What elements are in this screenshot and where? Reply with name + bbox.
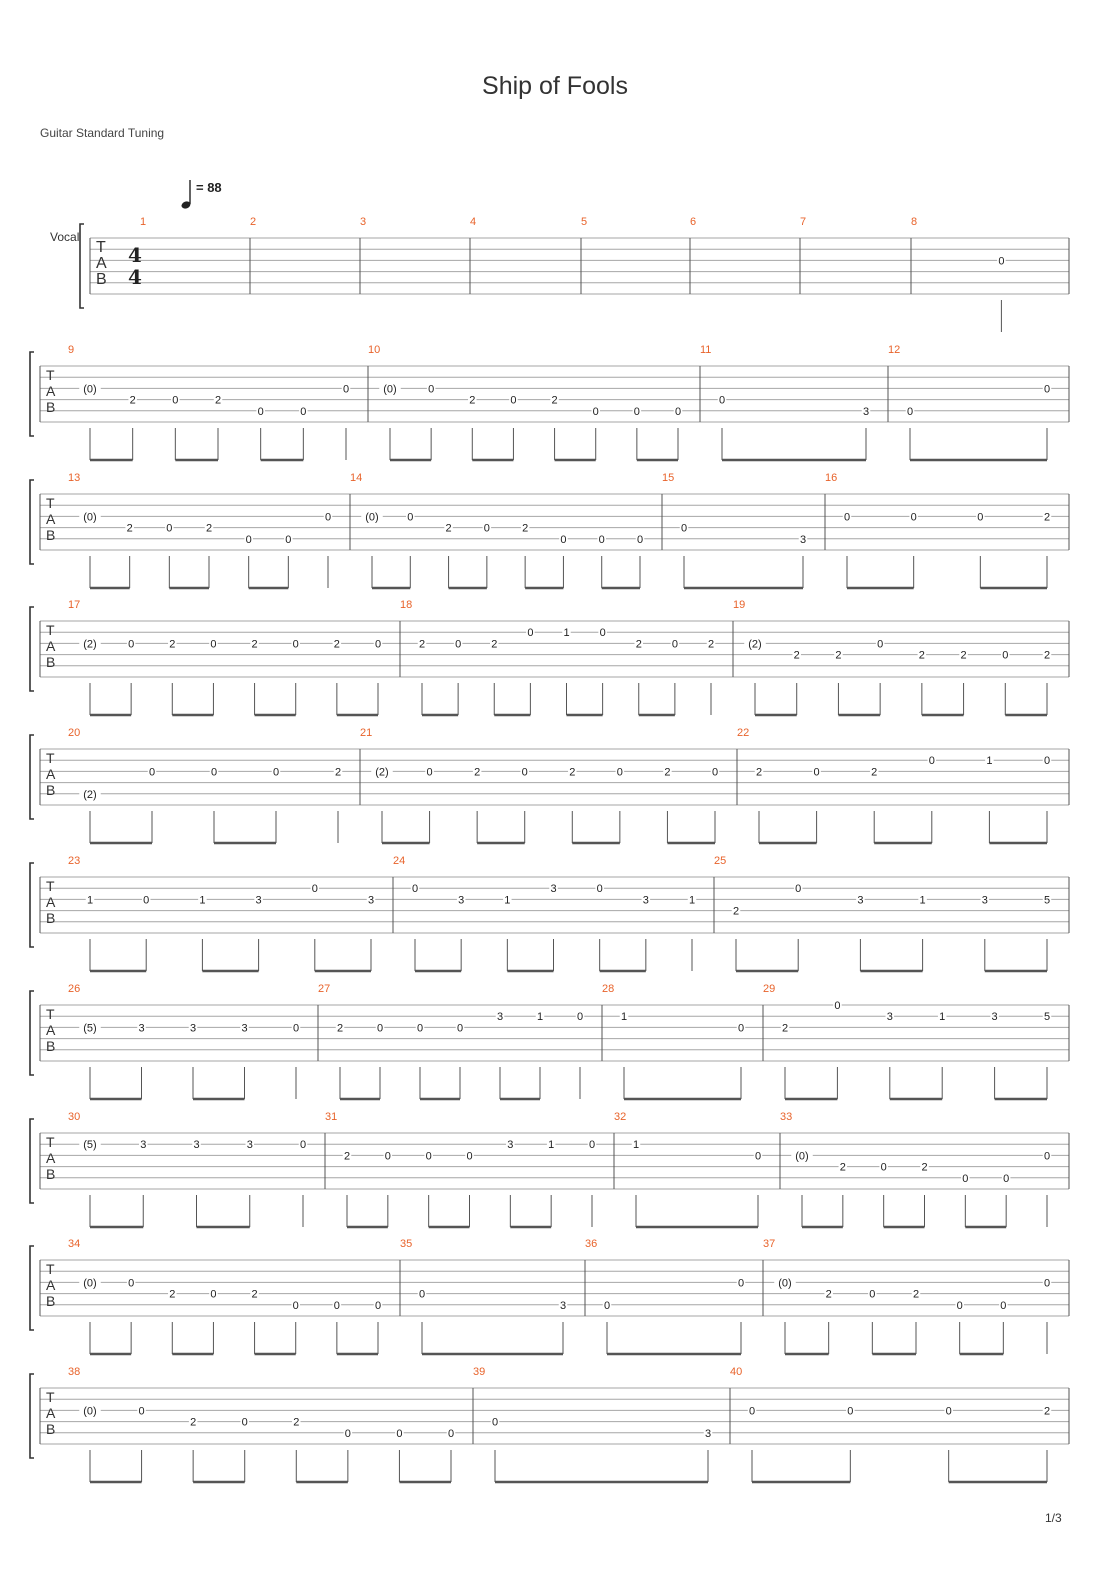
- fret-number: 0: [795, 883, 802, 896]
- fret-number: 0: [843, 511, 851, 524]
- fret-number: 0: [521, 766, 528, 779]
- measure-number: 2: [250, 216, 257, 228]
- measure-number: 25: [714, 855, 727, 867]
- fret-number: 1: [688, 894, 696, 907]
- fret-number: (0): [83, 1277, 97, 1290]
- fret-number: 0: [428, 383, 435, 396]
- fret-number: 2: [664, 766, 671, 779]
- fret-number: 1: [919, 894, 926, 907]
- tab-clef-letter: T: [46, 1261, 55, 1277]
- tab-clef-letter: T: [46, 367, 55, 383]
- fret-number: 3: [241, 1022, 248, 1035]
- fret-number: 3: [255, 894, 262, 907]
- fret-number: 0: [737, 1277, 745, 1290]
- fret-number: 0: [344, 1427, 351, 1440]
- tab-clef-letter: A: [46, 1022, 56, 1038]
- fret-number: 3: [138, 1022, 145, 1035]
- fret-number: 0: [143, 894, 150, 907]
- fret-number: 0: [138, 1405, 145, 1418]
- measure-number: 19: [733, 599, 746, 611]
- fret-number: 0: [210, 638, 217, 651]
- fret-number: 0: [998, 255, 1005, 268]
- fret-number: (2): [83, 638, 97, 651]
- fret-number: (5): [83, 1139, 97, 1152]
- measure-number: 33: [780, 1111, 793, 1123]
- measure-number: 7: [800, 216, 807, 228]
- fret-number: 0: [172, 394, 179, 407]
- fret-number: 2: [781, 1022, 789, 1035]
- fret-number: 0: [426, 766, 433, 779]
- fret-number: 1: [199, 894, 206, 907]
- page-number: 1/3: [1045, 1511, 1062, 1525]
- fret-number: 2: [214, 394, 222, 407]
- tab-clef-letter: B: [46, 399, 56, 415]
- fret-number: 3: [458, 894, 465, 907]
- fret-number: 0: [671, 638, 678, 651]
- measure-number: 10: [368, 344, 381, 356]
- tab-clef-letter: A: [46, 894, 56, 910]
- fret-number: 3: [507, 1139, 514, 1152]
- fret-number: (2): [83, 788, 97, 801]
- fret-number: 0: [1043, 1277, 1051, 1290]
- fret-number: 2: [205, 522, 213, 535]
- fret-number: 0: [928, 755, 935, 768]
- fret-number: 0: [616, 766, 623, 779]
- fret-number: 0: [324, 511, 332, 524]
- tuning-label: Guitar Standard Tuning: [40, 126, 165, 140]
- fret-number: 0: [834, 1000, 841, 1012]
- fret-number: 0: [272, 766, 280, 779]
- fret-number: 0: [633, 405, 640, 418]
- fret-number: 3: [704, 1427, 712, 1440]
- measure-number: 4: [470, 216, 477, 228]
- fret-number: 0: [166, 522, 173, 535]
- fret-number: 2: [755, 766, 763, 779]
- measure-number: 35: [400, 1238, 413, 1250]
- fret-number: 0: [880, 1161, 887, 1174]
- fret-number: 3: [991, 1011, 998, 1024]
- fret-number: 0: [674, 405, 682, 418]
- fret-number: 0: [491, 1416, 499, 1429]
- tab-clef-letter: B: [46, 1293, 56, 1309]
- fret-number: 0: [1002, 649, 1009, 662]
- measure-number: 18: [400, 599, 413, 611]
- fret-number: 2: [169, 638, 176, 651]
- fret-number: 0: [418, 1288, 426, 1301]
- fret-number: 0: [1000, 1299, 1007, 1312]
- system-bracket: [30, 607, 34, 691]
- measure-number: 15: [662, 472, 675, 484]
- fret-number: 2: [169, 1288, 176, 1301]
- measure-number: 21: [360, 727, 373, 739]
- measure-number: 16: [825, 472, 838, 484]
- fret-number: 0: [1043, 383, 1051, 396]
- system-bracket: [30, 735, 34, 819]
- track-label: Vocal: [50, 230, 80, 244]
- fret-number: 0: [374, 638, 382, 651]
- fret-number: 2: [126, 522, 133, 535]
- fret-number: 2: [343, 1150, 351, 1163]
- fret-number: 0: [813, 766, 820, 779]
- tab-clef-letter: A: [46, 766, 56, 782]
- fret-number: 0: [1043, 755, 1051, 768]
- fret-number: 1: [986, 755, 993, 768]
- fret-number: 3: [550, 883, 557, 896]
- fret-number: 0: [592, 405, 599, 418]
- fret-number: 3: [886, 1011, 893, 1024]
- fret-number: 2: [839, 1161, 846, 1174]
- tab-clef-letter: A: [46, 1277, 56, 1293]
- fret-number: (0): [83, 383, 97, 396]
- fret-number: 3: [189, 1022, 197, 1035]
- fret-number: 0: [877, 638, 884, 651]
- fret-number: 0: [718, 394, 726, 407]
- fret-number: 0: [374, 1299, 382, 1312]
- time-signature-top: 4: [128, 243, 142, 267]
- fret-number: 2: [334, 766, 342, 779]
- fret-number: 2: [918, 649, 925, 662]
- fret-number: 2: [418, 638, 426, 651]
- measure-number: 31: [325, 1111, 338, 1123]
- fret-number: 0: [342, 383, 350, 396]
- fret-number: 0: [977, 511, 984, 524]
- system-bracket: [30, 352, 34, 436]
- fret-number: 0: [588, 1139, 596, 1152]
- fret-number: 0: [748, 1405, 756, 1418]
- fret-number: 0: [956, 1299, 963, 1312]
- fret-number: 0: [680, 522, 688, 535]
- fret-number: 0: [425, 1150, 432, 1163]
- fret-number: 0: [603, 1299, 611, 1312]
- fret-number: 1: [504, 894, 511, 907]
- fret-number: 0: [596, 883, 603, 896]
- tab-clef-letter: A: [96, 255, 107, 272]
- measure-number: 9: [68, 344, 75, 356]
- fret-number: 2: [190, 1416, 197, 1429]
- fret-number: (0): [83, 511, 97, 524]
- fret-number: 0: [396, 1427, 403, 1440]
- fret-number: 3: [642, 894, 649, 907]
- fret-number: 0: [210, 1288, 217, 1301]
- fret-number: 0: [483, 522, 490, 535]
- fret-number: 1: [939, 1011, 946, 1024]
- measure-number: 32: [614, 1111, 627, 1123]
- tab-clef-letter: T: [46, 495, 55, 511]
- fret-number: 2: [960, 649, 967, 662]
- measure-number: 40: [730, 1366, 743, 1378]
- tempo-value: = 88: [196, 180, 222, 195]
- tab-clef-letter: T: [46, 1389, 55, 1405]
- tab-clef-letter: B: [46, 1038, 56, 1054]
- fret-number: 0: [241, 1416, 248, 1429]
- fret-number: 0: [910, 511, 917, 524]
- fret-number: 0: [510, 394, 517, 407]
- fret-number: 2: [921, 1161, 928, 1174]
- fret-number: 1: [86, 894, 94, 907]
- measure-number: 6: [690, 216, 697, 228]
- song-title: Ship of Fools: [482, 72, 628, 100]
- measure-number: 26: [68, 983, 81, 995]
- fret-number: (2): [748, 638, 762, 651]
- fret-number: 0: [962, 1172, 969, 1185]
- fret-number: 0: [300, 405, 307, 418]
- fret-number: 1: [620, 1011, 628, 1024]
- fret-number: 2: [1043, 511, 1051, 524]
- fret-number: 5: [1043, 1011, 1051, 1024]
- fret-number: 0: [333, 1299, 340, 1312]
- fret-number: 0: [466, 1150, 473, 1163]
- fret-number: 0: [257, 405, 264, 418]
- measure-number: 28: [602, 983, 615, 995]
- system-bracket: [30, 1246, 34, 1330]
- fret-number: 0: [299, 1139, 307, 1152]
- tab-clef-letter: B: [46, 910, 56, 926]
- fret-number: 0: [711, 766, 719, 779]
- measure-number: 29: [763, 983, 776, 995]
- measure-number: 27: [318, 983, 331, 995]
- fret-number: 0: [292, 1022, 300, 1035]
- fret-number: (0): [778, 1277, 792, 1290]
- system-bracket: [30, 863, 34, 947]
- fret-number: (0): [365, 511, 379, 524]
- fret-number: (0): [383, 383, 397, 396]
- time-signature-bottom: 4: [128, 265, 142, 289]
- tab-clef-letter: T: [46, 622, 55, 638]
- tab-clef-letter: T: [46, 1006, 55, 1022]
- fret-number: 0: [128, 1277, 135, 1290]
- fret-number: 2: [251, 638, 258, 651]
- measure-number: 5: [581, 216, 588, 228]
- measure-number: 20: [68, 727, 81, 739]
- measure-number: 14: [350, 472, 363, 484]
- tab-clef-letter: A: [46, 1150, 56, 1166]
- measure-number: 17: [68, 599, 81, 611]
- fret-number: 2: [835, 649, 842, 662]
- fret-number: 2: [474, 766, 481, 779]
- tab-clef-letter: A: [46, 1405, 56, 1421]
- measure-number: 30: [68, 1111, 81, 1123]
- fret-number: 3: [559, 1299, 567, 1312]
- fret-number: 1: [548, 1139, 555, 1152]
- fret-number: (2): [375, 766, 389, 779]
- fret-number: 0: [527, 627, 534, 640]
- fret-number: 1: [563, 627, 570, 640]
- measure-number: 1: [140, 216, 147, 228]
- tab-clef-letter: T: [96, 239, 106, 256]
- fret-number: 0: [906, 405, 914, 418]
- tab-clef-letter: B: [46, 527, 56, 543]
- fret-number: 0: [128, 638, 135, 651]
- fret-number: 3: [246, 1139, 253, 1152]
- fret-number: 3: [799, 533, 807, 546]
- tab-clef-letter: B: [46, 654, 56, 670]
- tab-clef-letter: A: [46, 638, 56, 654]
- fret-number: 1: [536, 1011, 544, 1024]
- measure-number: 3: [360, 216, 367, 228]
- fret-number: 2: [793, 649, 800, 662]
- fret-number: 0: [456, 1022, 464, 1035]
- fret-number: 5: [1043, 894, 1051, 907]
- measure-number: 8: [911, 216, 918, 228]
- tab-clef-letter: A: [46, 383, 56, 399]
- tab-clef-letter: T: [46, 878, 55, 894]
- fret-number: 0: [376, 1022, 384, 1035]
- fret-number: 2: [129, 394, 136, 407]
- fret-number: 0: [737, 1022, 745, 1035]
- tab-clef-letter: T: [46, 1134, 55, 1150]
- measure-number: 12: [888, 344, 901, 356]
- system-bracket: [30, 1119, 34, 1203]
- fret-number: 2: [732, 905, 740, 918]
- tab-clef-letter: B: [46, 1166, 56, 1182]
- fret-number: 2: [1043, 649, 1051, 662]
- fret-number: 0: [598, 533, 605, 546]
- fret-number: (0): [795, 1150, 809, 1163]
- fret-number: 0: [869, 1288, 876, 1301]
- fret-number: 2: [445, 522, 452, 535]
- fret-number: 3: [193, 1139, 200, 1152]
- fret-number: (5): [83, 1022, 97, 1035]
- fret-number: 0: [210, 766, 218, 779]
- fret-number: 2: [825, 1288, 832, 1301]
- measure-number: 23: [68, 855, 81, 867]
- tab-clef-letter: B: [46, 782, 56, 798]
- fret-number: 1: [632, 1139, 640, 1152]
- tab-clef-letter: B: [96, 271, 107, 288]
- fret-number: 2: [251, 1288, 258, 1301]
- measure-number: 24: [393, 855, 406, 867]
- measure-number: 22: [737, 727, 750, 739]
- fret-number: 0: [411, 883, 419, 896]
- fret-number: 0: [292, 1299, 299, 1312]
- fret-number: 0: [245, 533, 252, 546]
- fret-number: 2: [635, 638, 642, 651]
- measure-number: 37: [763, 1238, 776, 1250]
- system-bracket: [30, 1374, 34, 1458]
- fret-number: 2: [333, 638, 340, 651]
- fret-number: 0: [1003, 1172, 1010, 1185]
- fret-number: 2: [871, 766, 878, 779]
- fret-number: 0: [599, 627, 606, 640]
- fret-number: 3: [857, 894, 864, 907]
- fret-number: 0: [311, 883, 318, 896]
- system-bracket: [30, 480, 34, 564]
- measure-number: 13: [68, 472, 81, 484]
- fret-number: 2: [522, 522, 529, 535]
- fret-number: 3: [367, 894, 375, 907]
- fret-number: 0: [416, 1022, 424, 1035]
- fret-number: 0: [945, 1405, 952, 1418]
- fret-number: 0: [847, 1405, 854, 1418]
- measure-number: 38: [68, 1366, 81, 1378]
- fret-number: 0: [447, 1427, 455, 1440]
- fret-number: 0: [636, 533, 644, 546]
- tab-clef-letter: T: [46, 750, 55, 766]
- fret-number: 0: [1043, 1150, 1051, 1163]
- measure-number: 36: [585, 1238, 598, 1250]
- fret-number: 2: [336, 1022, 344, 1035]
- fret-number: 2: [469, 394, 476, 407]
- fret-number: 0: [560, 533, 567, 546]
- fret-number: 0: [148, 766, 156, 779]
- fret-number: 2: [293, 1416, 300, 1429]
- system-bracket: [30, 991, 34, 1075]
- measure-number: 34: [68, 1238, 81, 1250]
- fret-number: 3: [862, 405, 870, 418]
- fret-number: 3: [140, 1139, 147, 1152]
- fret-number: (0): [83, 1405, 97, 1418]
- system-bracket: [80, 224, 84, 308]
- tab-clef-letter: B: [46, 1421, 56, 1437]
- measure-number: 11: [700, 344, 712, 356]
- fret-number: 2: [707, 638, 715, 651]
- fret-number: 0: [407, 511, 414, 524]
- fret-number: 0: [576, 1011, 584, 1024]
- fret-number: 0: [384, 1150, 391, 1163]
- fret-number: 3: [496, 1011, 504, 1024]
- fret-number: 0: [754, 1150, 762, 1163]
- fret-number: 0: [455, 638, 462, 651]
- fret-number: 0: [292, 638, 299, 651]
- fret-number: 2: [551, 394, 558, 407]
- measure-number: 39: [473, 1366, 486, 1378]
- fret-number: 2: [491, 638, 498, 651]
- fret-number: 2: [912, 1288, 920, 1301]
- fret-number: 3: [981, 894, 988, 907]
- fret-number: 2: [569, 766, 576, 779]
- fret-number: 0: [285, 533, 292, 546]
- fret-number: 2: [1043, 1405, 1051, 1418]
- tab-clef-letter: A: [46, 511, 56, 527]
